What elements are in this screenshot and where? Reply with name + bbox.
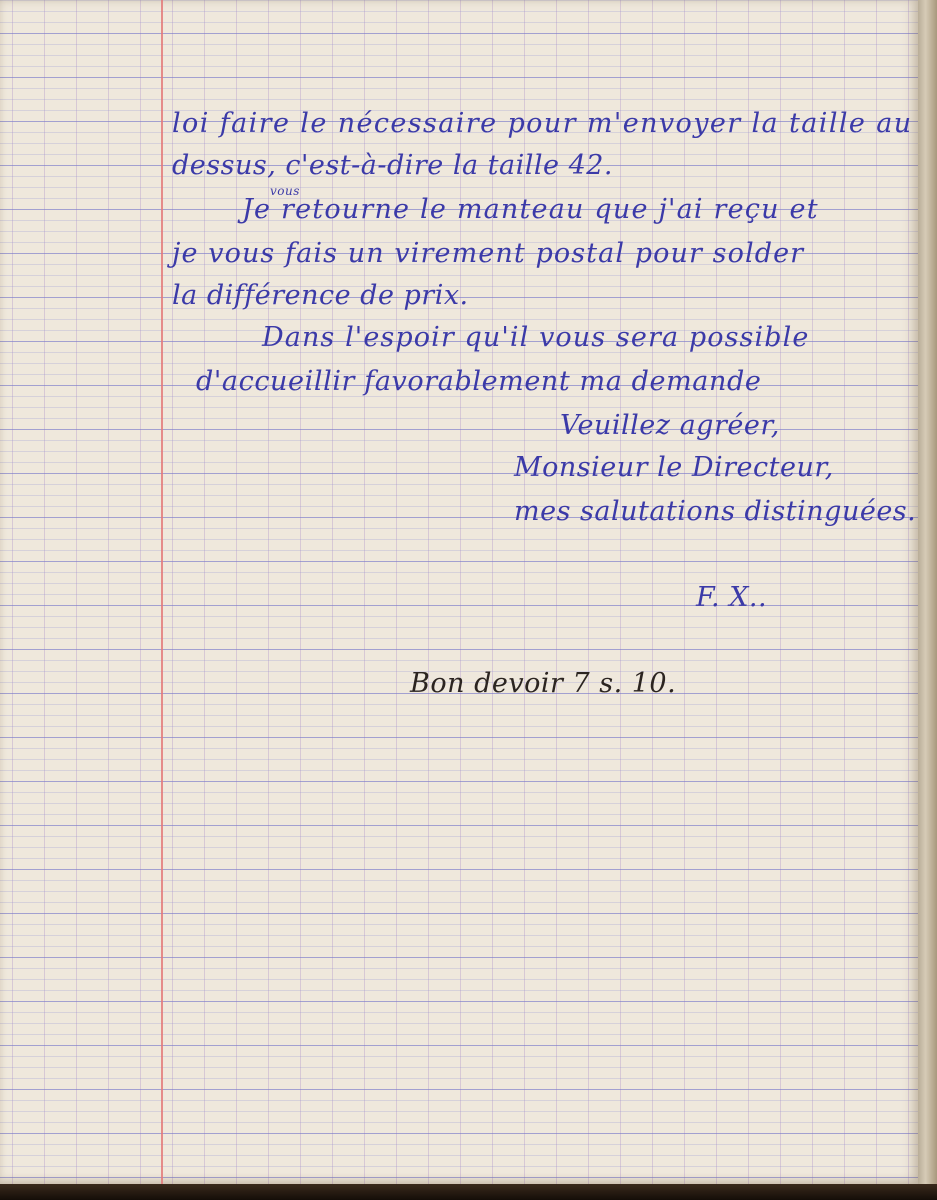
letter-line-2: dessus, c'est-à-dire la taille 42. [172, 150, 614, 181]
letter-line-4: je vous fais un virement postal pour solder [172, 238, 805, 269]
page-bottom-shadow [0, 1184, 937, 1200]
signature: F. X.. [696, 582, 768, 613]
letter-line-5: la différence de prix. [172, 280, 469, 311]
teacher-grade: Bon devoir 7 s. 10. [410, 668, 677, 699]
margin-rule [161, 0, 163, 1184]
closing-line-2: Monsieur le Directeur, [514, 452, 834, 483]
letter-line-6: Dans l'espoir qu'il vous sera possible [262, 322, 810, 353]
closing-line-3: mes salutations distinguées. [514, 496, 917, 527]
closing-line-1: Veuillez agréer, [560, 410, 780, 441]
letter-line-3: Je retourne le manteau que j'ai reçu et [242, 194, 819, 225]
letter-line-1: loi faire le nécessaire pour m'envoyer la taille au [172, 108, 913, 139]
page-edge [918, 0, 937, 1200]
letter-line-7: d'accueillir favorablement ma demande [196, 366, 762, 397]
letter-insertion: vous [270, 184, 300, 198]
